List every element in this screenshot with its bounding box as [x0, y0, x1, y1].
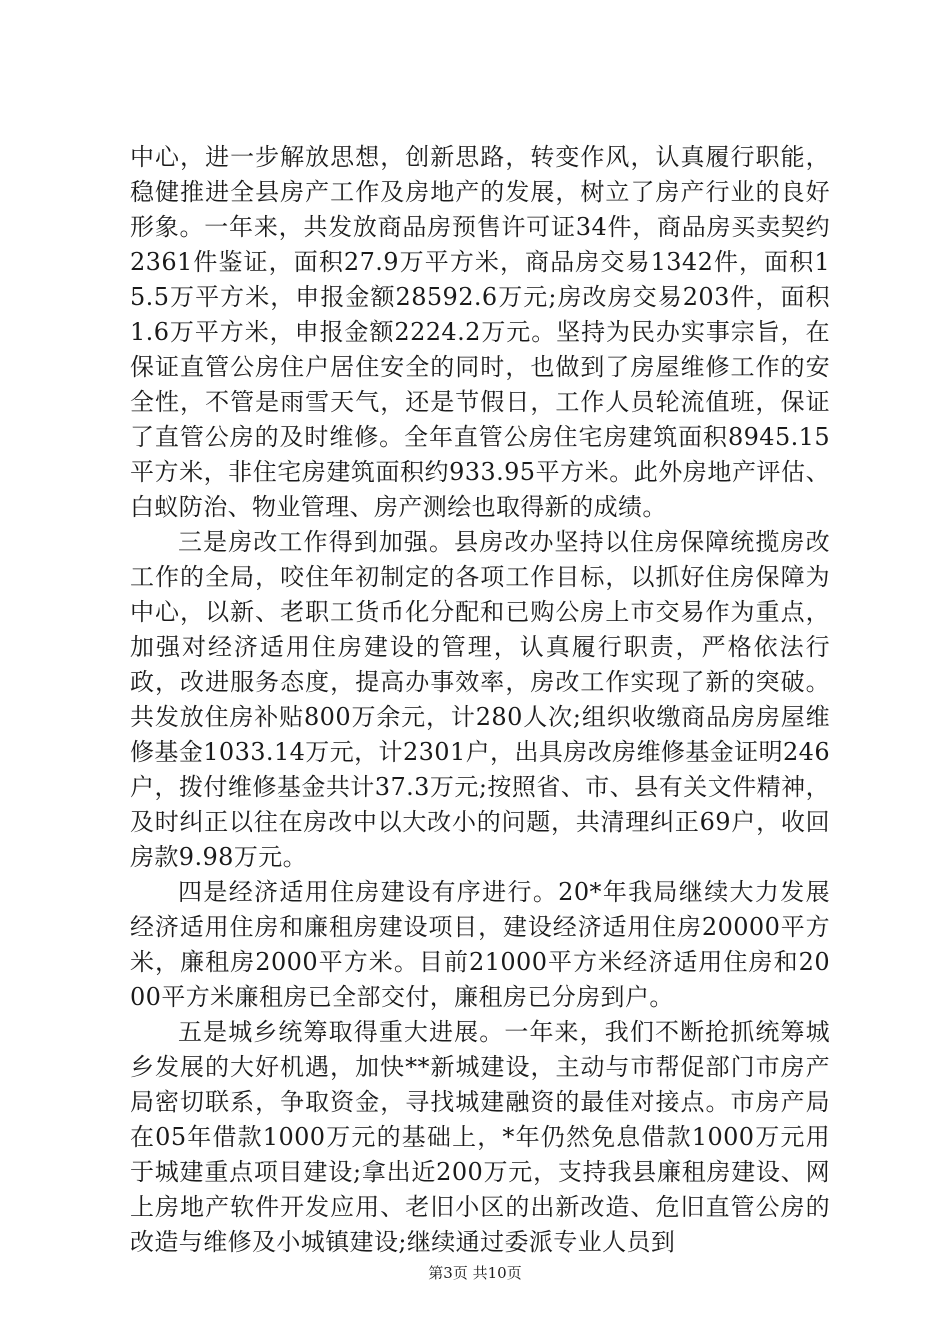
page-number-footer: 第3页 共10页	[428, 1264, 522, 1282]
paragraph-affordable-housing: 四是经济适用住房建设有序进行。20*年我局继续大力发展经济适用住房和廉租房建设项目，建设经济适用住房20000平方米，廉租房2000平方米。目前21000平方米经济适用住房和2000平方米廉租房已全部交付，廉租房已分房到户。	[130, 878, 830, 1011]
paragraph-housing-reform: 三是房改工作得到加强。县房改办坚持以住房保障统揽房改工作的全局，咬住年初制定的各项工作目标，以抓好住房保障为中心，以新、老职工货币化分配和已购公房上市交易作为重点，加强对经济适用住房建设的管理，认真履行职责，严格依法行政，改进服务态度，提高办事效率，房改工作实现了新的突破。共发放住房补贴800万余元，计280人次;组织收缴商品房房屋维修基金1033.14万元，计2301户，出具房改房维修基金证明246户，拨付维修基金共计37.3万元;按照省、市、县有关文件精神，及时纠正以往在房改中以大改小的问题，共清理纠正69户，收回房款9.98万元。	[130, 528, 830, 871]
document-body	[130, 140, 830, 1260]
paragraph-housing-management: 中心，进一步解放思想，创新思路，转变作风，认真履行职能，稳健推进全县房产工作及房地产的发展，树立了房产行业的良好形象。一年来，共发放商品房预售许可证34件，商品房买卖契约2361件鉴证，面积27.9万平方米，商品房交易1342件，面积15.5万平方米，申报金额28592.6万元;房改房交易203件，面积1.6万平方米，申报金额2224.2万元。坚持为民办实事宗旨，在保证直管公房住户居住安全的同时，也做到了房屋维修工作的安全性，不管是雨雪天气，还是节假日，工作人员轮流值班，保证了直管公房的及时维修。全年直管公房住宅房建筑面积8945.15平方米，非住宅房建筑面积约933.95平方米。此外房地产评估、白蚁防治、物业管理、房产测绘也取得新的成绩。	[130, 143, 830, 521]
paragraph-urban-rural-coordination: 五是城乡统筹取得重大进展。一年来，我们不断抢抓统筹城乡发展的大好机遇，加快**新城建设，主动与市帮促部门市房产局密切联系，争取资金，寻找城建融资的最佳对接点。市房产局在05年借款1000万元的基础上，*年仍然免息借款1000万元用于城建重点项目建设;拿出近200万元，支持我县廉租房建设、网上房地产软件开发应用、老旧小区的出新改造、危旧直管公房的改造与维修及小城镇建设;继续通过委派专业人员到	[130, 1018, 830, 1256]
